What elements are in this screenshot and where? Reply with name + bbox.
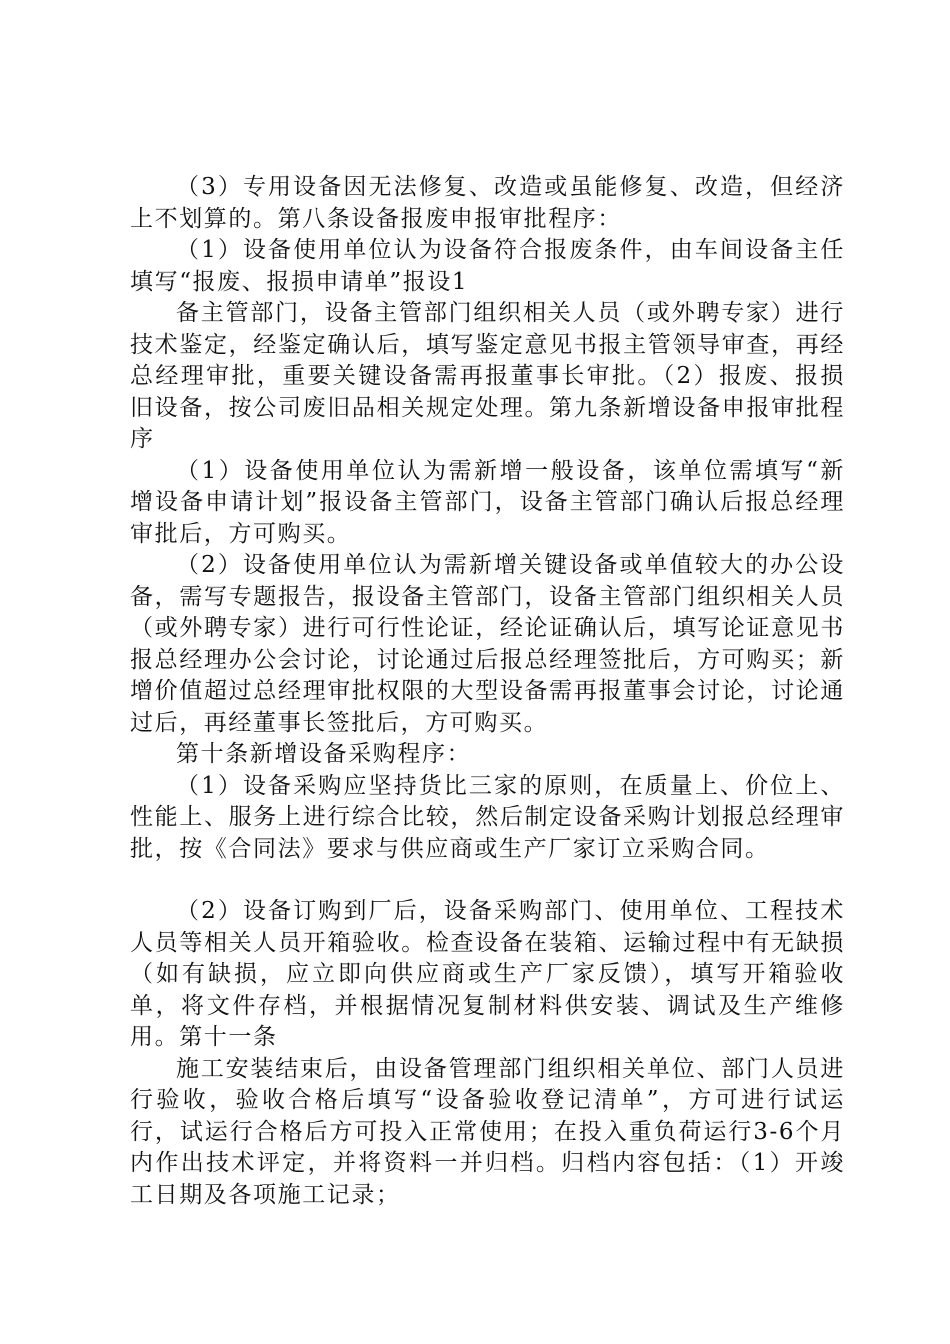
paragraph-scrap-procedure-1: （1）设备使用单位认为设备符合报废条件，由车间设备主任填写“报废、报损申请单”报设1 bbox=[130, 237, 845, 295]
paragraph-procurement-1: （1）设备采购应坚持货比三家的原则，在质量上、价位上、性能上、服务上进行综合比较，然后制定设备采购计划报总经理审批，按《合同法》要求与供应商或生产厂家订立采购合同。 bbox=[130, 772, 845, 862]
paragraph-new-equipment-2: （2）设备使用单位认为需新增关键设备或单值较大的办公设备，需写专题报告，报设备主管部门，设备主管部门组织相关人员（或外聘专家）进行可行性论证，经论证确认后，填写论证意见书报总经理办公会讨论，讨论通过后报总经理签批后，方可购买；新增价值超过总经理审批权限的大型设备需再报董事会讨论，讨论通过后，再经董事长签批后，方可购买。 bbox=[130, 552, 845, 736]
paragraph-scrap-condition-3: （3）专用设备因无法修复、改造或虽能修复、改造，但经济上不划算的。第八条设备报废申报审批程序： bbox=[130, 174, 845, 232]
paragraph-procurement-2: （2）设备订购到厂后，设备采购部门、使用单位、工程技术人员等相关人员开箱验收。检查设备在装箱、运输过程中有无缺损（如有缺损，应立即向供应商或生产厂家反馈），填写开箱验收单，将文件存档，并根据情况复制材料供安装、调试及生产维修用。第十一条 bbox=[130, 898, 845, 1050]
paragraph-scrap-procedure-cont: 备主管部门，设备主管部门组织相关人员（或外聘专家）进行技术鉴定，经鉴定确认后，填写鉴定意见书报主管领导审查，再经总经理审批，重要关键设备需再报董事长审批。（2）报废、报损旧设备，按公司废旧品相关规定处理。第九条新增设备申报审批程序 bbox=[130, 300, 845, 452]
article-10-heading: 第十条新增设备采购程序： bbox=[176, 741, 472, 767]
paragraph-installation-acceptance: 施工安装结束后，由设备管理部门组织相关单位、部门人员进行验收，验收合格后填写“设备验收登记清单”，方可进行试运行，试运行合格后方可投入正常使用；在投入重负荷运行3-6个月内作出技术评定，并将资料一并归档。归档内容包括：（1）开竣工日期及各项施工记录； bbox=[130, 1055, 845, 1208]
document-body bbox=[130, 172, 845, 1211]
paragraph-new-equipment-1: （1）设备使用单位认为需新增一般设备，该单位需填写“新增设备申请计划”报设备主管部门，设备主管部门确认后报总经理审批后，方可购买。 bbox=[130, 457, 845, 547]
